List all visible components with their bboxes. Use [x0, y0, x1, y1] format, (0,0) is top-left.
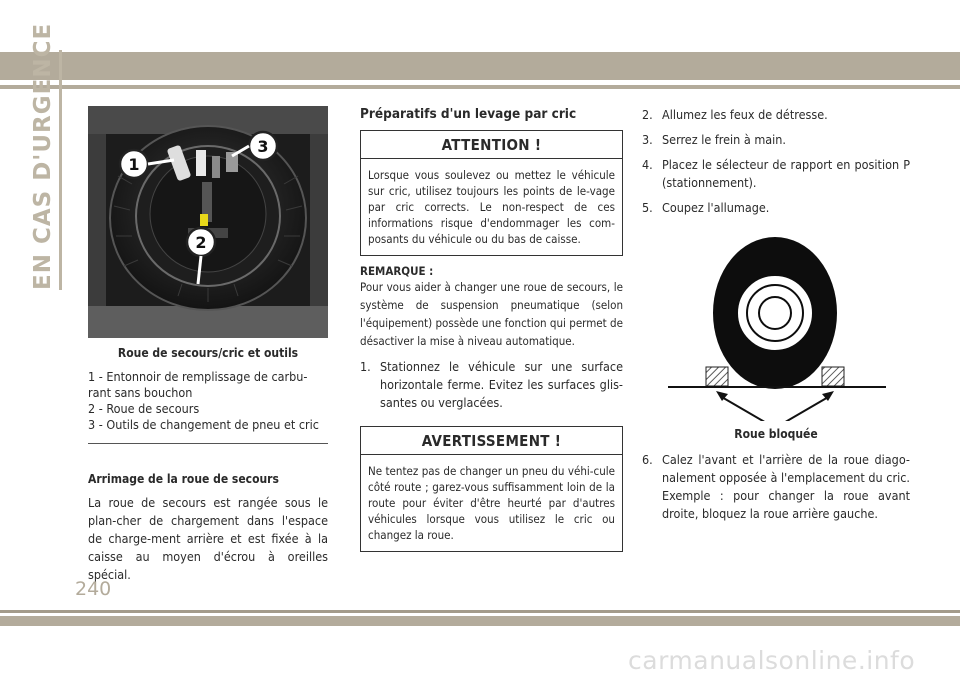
note-text: Pour vous aider à changer une roue de secours, le système de suspension pneumatique (selon l'équipement) possède une fonction qui permet de désactiver la mise à niveau automatique. — [360, 280, 623, 348]
chock-left — [706, 367, 728, 386]
warning-title: AVERTISSEMENT ! — [361, 427, 622, 455]
step-4 — [642, 156, 910, 192]
footer-rule — [0, 610, 960, 613]
legend-item-1: 1 - Entonnoir de remplissage de carbu-rant sans bouchon — [88, 369, 308, 400]
wheel-chock-figure — [642, 231, 910, 421]
step-number: 4. — [642, 157, 653, 172]
attention-box — [360, 130, 623, 256]
step-text: Coupez l'allumage. — [662, 200, 770, 215]
wheel-figure-caption: Roue bloquée — [734, 427, 818, 441]
step-6 — [642, 451, 910, 523]
spare-wheel-illustration — [88, 106, 328, 338]
column-middle — [360, 106, 623, 552]
column-right — [642, 106, 910, 530]
attention-text: Lorsque vous soulevez ou mettez le véhicule sur cric, utilisez toujours les points de le-vage par cric corrects. Le non-respect de ces informations risque d'endommager les com-posants du véhicule ou du bas de caisse. — [368, 168, 615, 246]
page-number: 240 — [75, 578, 112, 600]
note-label: REMARQUE : — [360, 264, 434, 278]
header-band — [0, 52, 960, 80]
step-number: 2. — [642, 107, 653, 122]
chock-arrows — [720, 396, 830, 421]
warning-text: Ne tentez pas de changer un pneu du véhi-cule côté route ; garez-vous suffisamment loin de la route pour éviter d'être heurté par d'autres véhicules lorsque vous utilisez le cric ou changez la roue. — [368, 464, 615, 542]
section-heading-spare-storage: Arrimage de la roue de secours — [88, 472, 279, 486]
step-text: Stationnez le véhicule sur une surface horizontale ferme. Evitez les surfaces glis-santes ou verglacées. — [380, 359, 623, 410]
spare-storage-paragraph: La roue de secours est rangée sous le plan-cher de chargement dans l'espace de charge-ment arrière et est fixée à la caisse au moyen d'écrou à oreilles spécial. — [88, 495, 328, 582]
wheel-chock-illustration — [642, 231, 910, 421]
section-heading-jacking: Préparatifs d'un levage par cric — [360, 106, 577, 122]
section-tab: EN CAS D'URGENCE — [28, 50, 62, 290]
footer-band — [0, 616, 960, 626]
callout-1: 1 — [128, 155, 140, 174]
attention-title: ATTENTION ! — [361, 131, 622, 159]
step-text: Calez l'avant et l'arrière de la roue diago-nalement opposée à l'emplacement du cric. Exemple : pour changer la roue avant droite, bloquez la roue arrière gauche. — [662, 452, 910, 521]
step-1 — [360, 358, 623, 412]
photo-legend — [88, 369, 328, 444]
step-number: 5. — [642, 200, 653, 215]
legend-item-3: 3 - Outils de changement de pneu et cric — [88, 417, 319, 432]
step-number: 1. — [360, 359, 371, 374]
watermark-text: carmanualsonline.info — [628, 646, 916, 675]
header-rule — [0, 85, 960, 89]
chock-right — [822, 367, 844, 386]
step-text: Allumez les feux de détresse. — [662, 107, 828, 122]
callout-2: 2 — [195, 233, 207, 252]
step-number: 3. — [642, 132, 653, 147]
legend-item-2: 2 - Roue de secours — [88, 401, 200, 416]
step-text: Placez le sélecteur de rapport en position P (stationnement). — [662, 157, 910, 190]
callout-3: 3 — [257, 137, 269, 156]
step-2 — [642, 106, 910, 124]
photo-caption: Roue de secours/cric et outils — [117, 346, 299, 360]
step-5 — [642, 199, 910, 217]
warning-box — [360, 426, 623, 552]
step-text: Serrez le frein à main. — [662, 132, 786, 147]
step-number: 6. — [642, 452, 653, 467]
column-left — [88, 106, 328, 584]
step-3 — [642, 131, 910, 149]
spare-wheel-photo — [88, 106, 328, 338]
